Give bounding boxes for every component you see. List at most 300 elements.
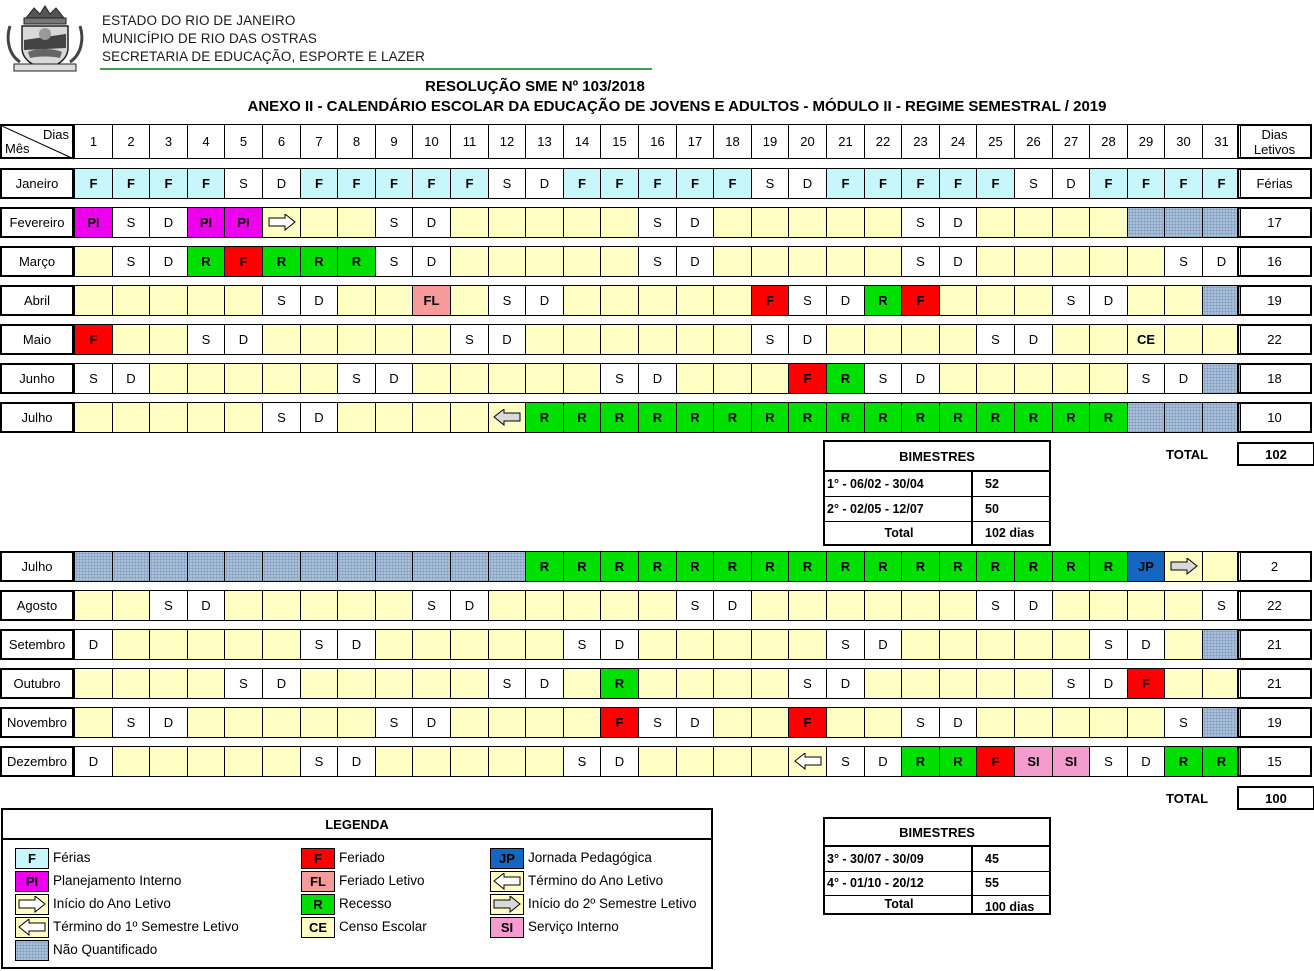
day-code-cell: F <box>74 168 113 199</box>
day-code-cell: R <box>187 246 225 277</box>
day-code-cell: S <box>751 324 789 355</box>
legend-swatch <box>15 894 49 915</box>
day-code-cell: S <box>375 207 413 238</box>
day-code-cell: D <box>1164 363 1203 394</box>
school-day-cell <box>788 590 827 621</box>
day-number-header: 14 <box>563 124 601 159</box>
school-day-cell <box>826 246 865 277</box>
school-day-cell <box>187 402 225 433</box>
school-day-cell <box>450 668 489 699</box>
school-day-cell <box>450 246 489 277</box>
day-code-cell: F <box>224 246 263 277</box>
school-day-cell <box>1052 246 1090 277</box>
legend-swatch <box>15 917 49 938</box>
legend-label: Término do Ano Letivo <box>528 873 664 888</box>
day-number-header: 27 <box>1052 124 1090 159</box>
day-code-cell: F <box>638 168 677 199</box>
day-code-cell: S <box>375 246 413 277</box>
day-code-cell: S <box>638 246 677 277</box>
school-day-cell <box>1164 668 1203 699</box>
day-code-cell: F <box>600 707 639 738</box>
school-days-total: 19 <box>1237 707 1312 738</box>
legend-label: Jornada Pedagógica <box>528 850 652 865</box>
day-code-cell: D <box>337 746 376 777</box>
day-code-cell: D <box>450 590 489 621</box>
not-counted-cell <box>112 551 150 582</box>
school-day-cell <box>187 363 225 394</box>
not-counted-cell <box>1202 707 1241 738</box>
month-label: Dezembro <box>0 746 74 777</box>
school-day-cell <box>826 590 865 621</box>
corner-cell <box>0 124 74 159</box>
day-code-cell: D <box>262 668 301 699</box>
day-code-cell: S <box>1052 285 1090 316</box>
day-code-cell: R <box>638 402 677 433</box>
not-counted-cell <box>187 551 225 582</box>
school-day-cell <box>262 324 301 355</box>
school-day-cell <box>638 668 677 699</box>
day-code-cell: D <box>74 629 113 660</box>
day-code-cell: S <box>1127 363 1165 394</box>
day-code-cell: R <box>788 402 827 433</box>
day-code-cell: R <box>864 551 902 582</box>
day-code-cell: D <box>939 246 977 277</box>
school-day-cell <box>751 590 789 621</box>
school-day-cell <box>525 246 564 277</box>
day-code-cell: D <box>600 746 639 777</box>
day-code-cell: S <box>262 402 301 433</box>
day-code-cell: D <box>412 707 451 738</box>
school-day-cell <box>638 285 677 316</box>
school-day-cell <box>826 324 865 355</box>
school-day-cell <box>751 668 789 699</box>
school-day-cell <box>976 246 1015 277</box>
bimestre-total-label: Total <box>827 894 973 913</box>
school-day-cell <box>676 668 714 699</box>
day-code-cell: S <box>1164 246 1203 277</box>
day-code-cell: R <box>939 402 977 433</box>
legend-swatch: PI <box>15 871 49 892</box>
total-value-2: 100 <box>1237 786 1314 810</box>
day-code-cell: SI <box>1052 746 1090 777</box>
school-day-cell <box>149 402 188 433</box>
school-day-cell <box>149 668 188 699</box>
school-day-cell <box>262 746 301 777</box>
day-code-cell: D <box>300 285 338 316</box>
day-code-cell: D <box>788 168 827 199</box>
legend-label: Recesso <box>339 896 392 911</box>
school-day-cell <box>1052 629 1090 660</box>
day-number-header: 4 <box>187 124 225 159</box>
day-code-cell: S <box>488 168 526 199</box>
school-day-cell <box>488 746 526 777</box>
school-day-cell <box>713 363 752 394</box>
not-counted-cell <box>74 551 113 582</box>
school-day-cell <box>1089 324 1128 355</box>
not-counted-cell <box>1164 207 1203 238</box>
school-day-cell <box>1052 590 1090 621</box>
school-day-cell <box>525 207 564 238</box>
bimestre-period: 1° - 06/02 - 30/04 <box>827 472 973 496</box>
school-day-cell <box>525 746 564 777</box>
not-counted-cell <box>1202 629 1241 660</box>
school-day-cell <box>864 707 902 738</box>
legend-title: LEGENDA <box>3 810 711 840</box>
day-code-cell: FL <box>412 285 451 316</box>
month-label: Março <box>0 246 74 277</box>
day-code-cell: D <box>676 246 714 277</box>
school-day-cell <box>713 707 752 738</box>
day-code-cell: R <box>826 363 865 394</box>
day-code-cell: PI <box>224 207 263 238</box>
school-day-cell <box>1052 324 1090 355</box>
day-code-cell: D <box>149 207 188 238</box>
day-code-cell: R <box>563 551 601 582</box>
day-code-cell: R <box>826 551 865 582</box>
day-code-cell: S <box>826 629 865 660</box>
not-counted-cell <box>1202 363 1241 394</box>
legend-swatch: CE <box>301 917 335 938</box>
legend-label: Censo Escolar <box>339 919 427 934</box>
day-code-cell: D <box>826 668 865 699</box>
bimestre-row <box>825 497 1049 522</box>
school-day-cell <box>1164 285 1203 316</box>
left-arrow-icon <box>493 873 521 890</box>
school-day-cell <box>676 629 714 660</box>
bimestre-total-row <box>825 521 1049 544</box>
school-day-cell <box>939 285 977 316</box>
school-day-cell <box>976 668 1015 699</box>
day-code-cell: S <box>412 590 451 621</box>
school-day-cell <box>412 746 451 777</box>
legend-label: Feriado Letivo <box>339 873 425 888</box>
school-day-cell <box>713 629 752 660</box>
school-day-cell <box>1089 590 1128 621</box>
school-days-total: 16 <box>1237 246 1312 277</box>
school-day-cell <box>450 363 489 394</box>
corner-days-label: Dias <box>42 127 69 142</box>
day-code-cell: R <box>563 402 601 433</box>
school-day-cell <box>1164 324 1203 355</box>
bimestre-days: 52 <box>985 477 999 491</box>
school-day-cell <box>262 590 301 621</box>
bimestre-row <box>825 847 1049 872</box>
day-code-cell: R <box>1014 402 1053 433</box>
school-day-cell <box>525 707 564 738</box>
school-day-cell <box>563 363 601 394</box>
school-day-cell <box>450 707 489 738</box>
right-arrow-icon <box>493 896 521 913</box>
day-code-cell: R <box>600 668 639 699</box>
school-day-cell <box>224 402 263 433</box>
legend-box <box>1 808 713 969</box>
total-label-1: TOTAL <box>1166 447 1209 462</box>
school-day-cell <box>638 590 677 621</box>
legend-swatch: FL <box>301 871 335 892</box>
school-day-cell <box>751 363 789 394</box>
corner-month-label: Mês <box>5 141 30 156</box>
school-day-cell <box>412 363 451 394</box>
day-code-cell: S <box>1089 629 1128 660</box>
right-arrow-icon <box>18 896 46 913</box>
day-code-cell: D <box>525 285 564 316</box>
school-day-cell <box>224 629 263 660</box>
day-code-cell: S <box>638 207 677 238</box>
day-number-header: 29 <box>1127 124 1165 159</box>
day-code-cell: S <box>600 363 639 394</box>
day-code-cell: S <box>187 324 225 355</box>
school-day-cell <box>375 324 413 355</box>
day-code-cell: S <box>112 707 150 738</box>
day-number-header: 11 <box>450 124 489 159</box>
day-code-cell: D <box>1014 590 1053 621</box>
bimestre-total-label: Total <box>827 521 973 544</box>
day-code-cell: F <box>412 168 451 199</box>
day-code-cell: S <box>826 746 865 777</box>
school-day-cell <box>976 285 1015 316</box>
day-number-header: 23 <box>901 124 940 159</box>
school-day-cell <box>375 629 413 660</box>
not-counted-cell <box>450 551 489 582</box>
day-code-cell: R <box>525 402 564 433</box>
day-code-cell: R <box>713 402 752 433</box>
school-day-cell <box>488 246 526 277</box>
school-day-cell <box>412 629 451 660</box>
school-day-cell <box>864 207 902 238</box>
page-title: RESOLUÇÃO SME Nº 103/2018 <box>425 78 645 95</box>
day-code-cell: R <box>901 551 940 582</box>
day-number-header: 1 <box>74 124 113 159</box>
day-code-cell: S <box>375 707 413 738</box>
month-label: Outubro <box>0 668 74 699</box>
day-code-cell: D <box>525 668 564 699</box>
school-day-cell <box>1127 285 1165 316</box>
school-day-cell <box>713 668 752 699</box>
end-arrow-cell <box>488 402 526 433</box>
school-day-cell <box>337 402 376 433</box>
school-day-cell <box>300 668 338 699</box>
day-code-cell: R <box>1052 402 1090 433</box>
school-day-cell <box>337 324 376 355</box>
bimestres-title: BIMESTRES <box>825 442 1049 472</box>
day-code-cell: S <box>788 668 827 699</box>
day-code-cell: S <box>300 629 338 660</box>
school-day-cell <box>187 746 225 777</box>
not-counted-cell <box>488 551 526 582</box>
day-code-cell: S <box>676 590 714 621</box>
school-day-cell <box>939 629 977 660</box>
not-counted-cell <box>337 551 376 582</box>
legend-label: Início do Ano Letivo <box>53 896 171 911</box>
month-label: Agosto <box>0 590 74 621</box>
day-code-cell: F <box>713 168 752 199</box>
day-code-cell: F <box>864 168 902 199</box>
total-value-1: 102 <box>1237 442 1314 466</box>
bimestres-box-1 <box>823 440 1051 546</box>
not-counted-cell <box>1164 402 1203 433</box>
day-code-cell: S <box>901 707 940 738</box>
day-code-cell: S <box>488 668 526 699</box>
school-day-cell <box>901 629 940 660</box>
school-day-cell <box>300 707 338 738</box>
day-code-cell: R <box>638 551 677 582</box>
day-code-cell: S <box>262 285 301 316</box>
school-day-cell <box>187 668 225 699</box>
day-code-cell: D <box>149 707 188 738</box>
day-number-header: 5 <box>224 124 263 159</box>
day-code-cell: F <box>1127 168 1165 199</box>
day-code-cell: S <box>976 590 1015 621</box>
school-day-cell <box>939 668 977 699</box>
school-day-cell <box>1202 324 1241 355</box>
day-number-header: 17 <box>676 124 714 159</box>
day-code-cell: F <box>337 168 376 199</box>
school-day-cell <box>563 707 601 738</box>
day-code-cell: S <box>300 746 338 777</box>
end-arrow-cell <box>788 746 827 777</box>
day-code-cell: R <box>976 402 1015 433</box>
not-counted-cell <box>1202 402 1241 433</box>
school-day-cell <box>450 285 489 316</box>
not-counted-cell <box>375 551 413 582</box>
school-day-cell <box>74 285 113 316</box>
day-code-cell: S <box>112 246 150 277</box>
org-municipality: MUNICÍPIO DE RIO DAS OSTRAS <box>102 31 317 46</box>
school-day-cell <box>1127 590 1165 621</box>
school-day-cell <box>187 707 225 738</box>
school-day-cell <box>262 629 301 660</box>
day-number-header: 31 <box>1202 124 1241 159</box>
school-day-cell <box>864 324 902 355</box>
day-code-cell: R <box>751 551 789 582</box>
day-code-cell: R <box>300 246 338 277</box>
day-code-cell: R <box>525 551 564 582</box>
school-day-cell <box>525 629 564 660</box>
day-code-cell: D <box>864 629 902 660</box>
not-counted-cell <box>149 551 188 582</box>
legend-swatch: F <box>15 848 49 869</box>
school-day-cell <box>1089 207 1128 238</box>
school-day-cell <box>300 363 338 394</box>
day-number-header: 10 <box>412 124 451 159</box>
school-day-cell <box>901 324 940 355</box>
school-day-cell <box>112 285 150 316</box>
day-code-cell: R <box>751 402 789 433</box>
school-days-total: Férias <box>1237 168 1312 199</box>
bimestre-days: 45 <box>985 852 999 866</box>
school-day-cell <box>337 207 376 238</box>
day-number-header: 15 <box>600 124 639 159</box>
day-number-header: 28 <box>1089 124 1128 159</box>
school-day-cell <box>112 668 150 699</box>
school-day-cell <box>1164 629 1203 660</box>
school-days-total: 21 <box>1237 629 1312 660</box>
day-number-header: 19 <box>751 124 789 159</box>
day-code-cell: R <box>676 551 714 582</box>
school-day-cell <box>525 324 564 355</box>
day-code-cell: F <box>676 168 714 199</box>
left-arrow-icon <box>794 753 822 770</box>
school-day-cell <box>74 246 113 277</box>
day-number-header: 12 <box>488 124 526 159</box>
day-code-cell: PI <box>187 207 225 238</box>
day-code-cell: D <box>224 324 263 355</box>
school-day-cell <box>1127 246 1165 277</box>
school-day-cell <box>751 746 789 777</box>
day-number-header: 22 <box>864 124 902 159</box>
day-code-cell: S <box>1202 590 1241 621</box>
school-day-cell <box>74 590 113 621</box>
school-day-cell <box>1014 285 1053 316</box>
legend-swatch: SI <box>490 917 524 938</box>
month-label: Julho <box>0 402 74 433</box>
day-code-cell: D <box>149 246 188 277</box>
day-code-cell: S <box>224 168 263 199</box>
school-day-cell <box>74 707 113 738</box>
bimestres-box-2 <box>823 817 1051 915</box>
legend-label: Férias <box>53 850 91 865</box>
day-code-cell: D <box>939 207 977 238</box>
school-day-cell <box>74 402 113 433</box>
day-code-cell: R <box>1014 551 1053 582</box>
not-counted-cell <box>1202 207 1241 238</box>
day-code-cell: F <box>976 168 1015 199</box>
school-day-cell <box>149 285 188 316</box>
day-code-cell: S <box>224 668 263 699</box>
org-state: ESTADO DO RIO DE JANEIRO <box>102 13 296 28</box>
start-arrow-cell <box>262 207 301 238</box>
school-day-cell <box>262 707 301 738</box>
school-day-cell <box>939 324 977 355</box>
day-code-cell: D <box>412 246 451 277</box>
bimestre-row <box>825 472 1049 497</box>
school-day-cell <box>224 363 263 394</box>
school-day-cell <box>375 668 413 699</box>
school-day-cell <box>337 668 376 699</box>
day-code-cell: D <box>600 629 639 660</box>
day-code-cell: R <box>337 246 376 277</box>
day-number-header: 18 <box>713 124 752 159</box>
school-day-cell <box>412 668 451 699</box>
school-day-cell <box>112 629 150 660</box>
day-code-cell: D <box>525 168 564 199</box>
school-day-cell <box>864 668 902 699</box>
bimestre-period: 4° - 01/10 - 20/12 <box>827 871 973 895</box>
legend-swatch: F <box>301 848 335 869</box>
day-code-cell: JP <box>1127 551 1165 582</box>
school-day-cell <box>112 590 150 621</box>
school-day-cell <box>488 590 526 621</box>
day-code-cell: D <box>112 363 150 394</box>
day-code-cell: D <box>638 363 677 394</box>
day-code-cell: R <box>713 551 752 582</box>
school-day-cell <box>713 285 752 316</box>
school-day-cell <box>864 590 902 621</box>
school-day-cell <box>976 629 1015 660</box>
school-days-total: 10 <box>1237 402 1312 433</box>
school-day-cell <box>600 285 639 316</box>
school-day-cell <box>224 707 263 738</box>
school-day-cell <box>826 207 865 238</box>
day-code-cell: D <box>300 402 338 433</box>
day-code-cell: D <box>187 590 225 621</box>
legend-swatch <box>490 894 524 915</box>
school-day-cell <box>976 363 1015 394</box>
school-day-cell <box>149 746 188 777</box>
day-code-cell: D <box>1089 668 1128 699</box>
org-secretariat: SECRETARIA DE EDUCAÇÃO, ESPORTE E LAZER <box>102 49 425 64</box>
school-day-cell <box>1052 707 1090 738</box>
